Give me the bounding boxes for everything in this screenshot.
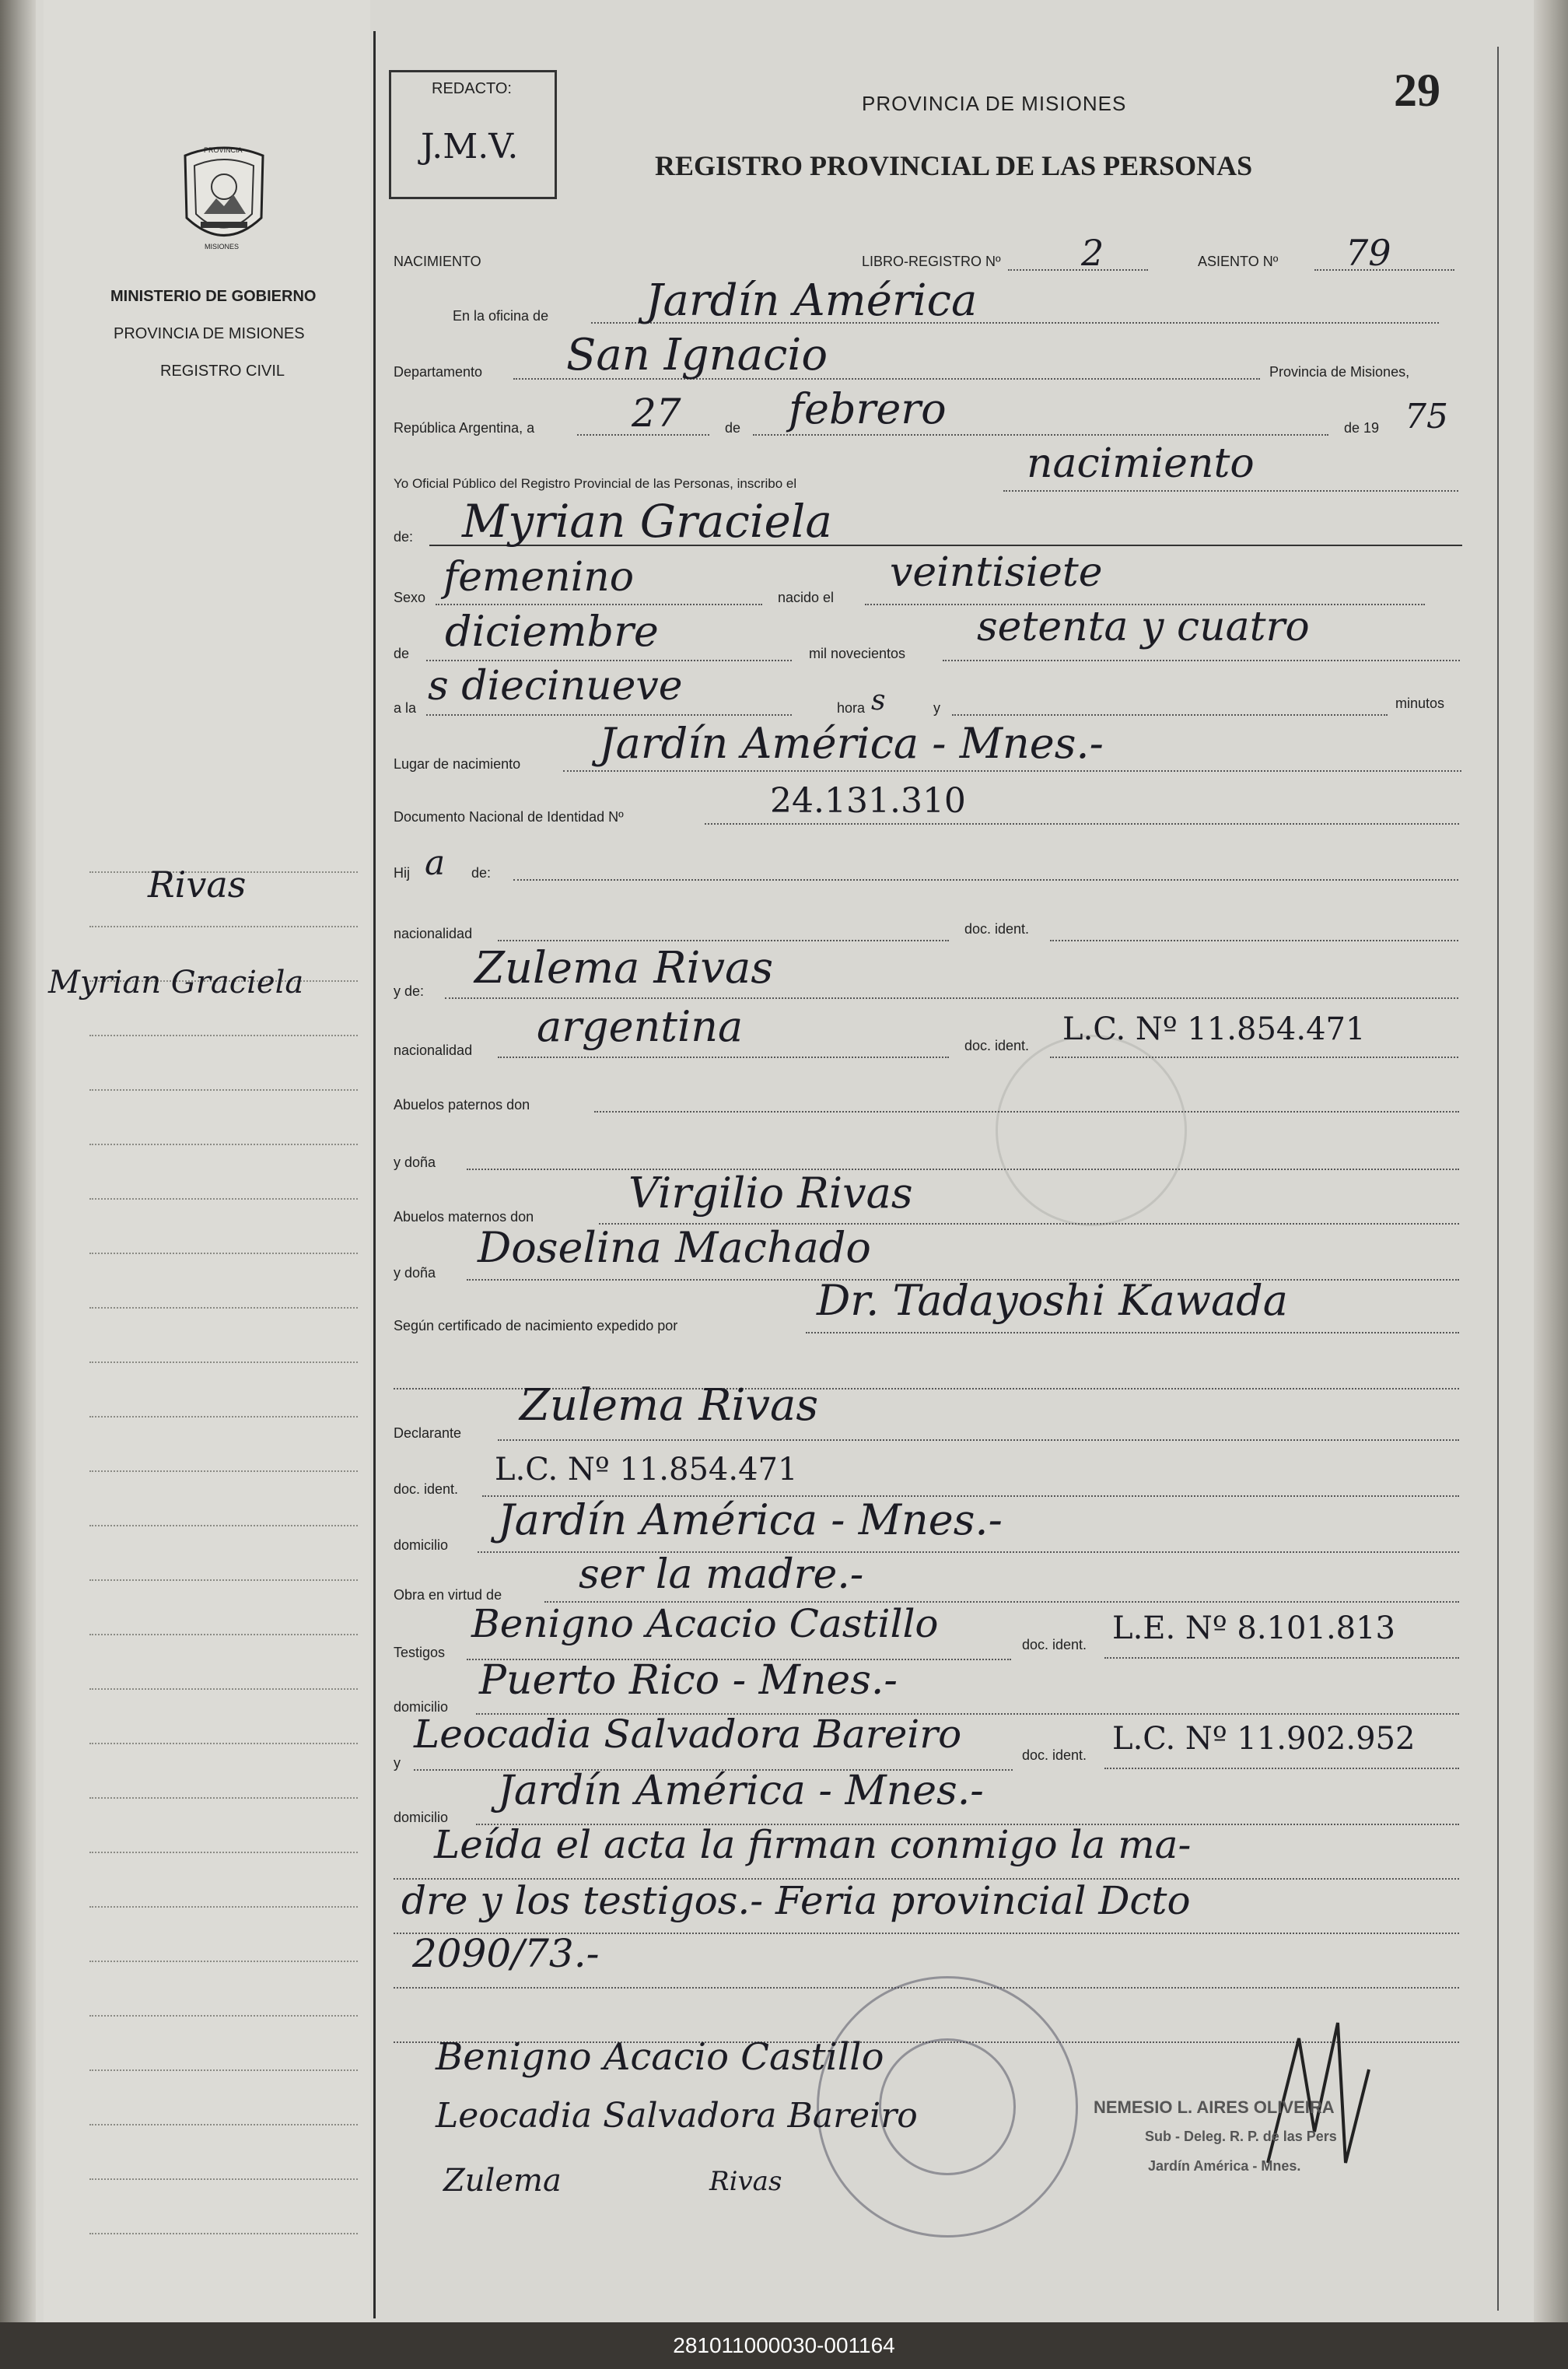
- de-name-label: de:: [394, 529, 414, 545]
- margin-given-names: Myrian Graciela: [48, 965, 304, 1001]
- ministry-province-label: PROVINCIA DE MISIONES: [114, 325, 305, 342]
- page-edge: [1534, 0, 1568, 2322]
- margin-ruled-line: [89, 1198, 358, 1200]
- witness2-doc-line: [1104, 1768, 1459, 1769]
- drafted-value: J.M.V.: [421, 127, 519, 166]
- notes-line2: dre y los testigos.- Feria provincial Dcto: [401, 1878, 1191, 1923]
- sex-line: [436, 604, 762, 605]
- margin-ruled-line: [89, 1634, 358, 1635]
- hour-words: s diecinueve: [428, 663, 683, 710]
- margin-ruled-line: [89, 1743, 358, 1744]
- margin-ruled-line: [89, 2069, 358, 2071]
- witness1-dom: Puerto Rico - Mnes.-: [479, 1657, 898, 1704]
- margin-ruled-line: [89, 1961, 358, 1962]
- left-margin-panel: [44, 0, 370, 2322]
- registry-title: REGISTRO PROVINCIAL DE LAS PERSONAS: [655, 150, 1253, 181]
- witness1-doc-line: [1104, 1657, 1459, 1659]
- department-label: Departamento: [394, 364, 483, 380]
- witness1-doc-label: doc. ident.: [1022, 1637, 1087, 1652]
- margin-ruled-line: [89, 2124, 358, 2125]
- birthplace-line: [563, 770, 1461, 772]
- acting-label: Obra en virtud de: [394, 1587, 502, 1603]
- born-label: nacido el: [778, 590, 835, 605]
- cert-value: Dr. Tadayoshi Kawada: [817, 1276, 1288, 1325]
- hour-line: [426, 714, 792, 716]
- right-border: [1497, 47, 1499, 2311]
- signature-mother-a: Zulema: [443, 2163, 562, 2199]
- doc-ident2-label: doc. ident.: [964, 1038, 1030, 1053]
- dni-line: [705, 823, 1459, 825]
- witness2-doc: L.C. Nº 11.902.952: [1112, 1721, 1416, 1757]
- inscribo-label: Yo Oficial Público del Registro Provincial de las Personas, inscribo el: [394, 476, 797, 491]
- margin-ruled-line: [89, 1035, 358, 1036]
- dni-label: Documento Nacional de Identidad Nº: [394, 809, 624, 825]
- margin-ruled-line: [89, 926, 358, 927]
- cert-line: [806, 1332, 1459, 1333]
- cert-label: Según certificado de nacimiento expedido por: [394, 1318, 678, 1333]
- province-header: PROVINCIA DE MISIONES: [862, 92, 1127, 115]
- margin-ruled-line: [89, 1688, 358, 1690]
- minutes-line: [952, 714, 1388, 716]
- declarant-line: [498, 1439, 1459, 1441]
- declarant-value: Zulema Rivas: [520, 1380, 819, 1431]
- declarant-doc-value: L.C. Nº 11.854.471: [495, 1452, 798, 1488]
- witness2-y: y: [394, 1755, 401, 1771]
- birthplace-label: Lugar de nacimiento: [394, 756, 521, 772]
- margin-ruled-line: [89, 2178, 358, 2180]
- office-label: En la oficina de: [453, 308, 549, 324]
- pat-grandmother-line: [467, 1169, 1459, 1170]
- child-of-de: de:: [471, 865, 492, 881]
- witness2-doc-label: doc. ident.: [1022, 1747, 1087, 1763]
- office-value: Jardín América: [646, 275, 978, 326]
- sex-label: Sexo: [394, 590, 426, 605]
- hours-label: hora: [837, 700, 866, 716]
- ministry-label: MINISTERIO DE GOBIERNO: [110, 288, 317, 305]
- coat-of-arms-icon: [177, 144, 271, 253]
- mother-line: [445, 997, 1458, 999]
- margin-ruled-line: [89, 1144, 358, 1145]
- inscribo-value: nacimiento: [1027, 440, 1255, 487]
- signature-witness1: Benigno Acacio Castillo: [436, 2035, 884, 2079]
- book-line: [1008, 269, 1148, 271]
- margin-ruled-line: [89, 1089, 358, 1091]
- officer-stamp-line3: Jardín América - Mnes.: [1148, 2158, 1301, 2174]
- margin-ruled-line: [89, 1797, 358, 1799]
- domicile-label: domicilio: [394, 1537, 449, 1553]
- mother-nationality: argentina: [537, 1002, 744, 1051]
- child-of-suffix: a: [425, 843, 446, 883]
- born-month-line: [426, 660, 792, 661]
- officer-stamp-line1: NEMESIO L. AIRES OLIVEIRA: [1094, 2097, 1335, 2117]
- book-label: LIBRO-REGISTRO Nº: [862, 254, 1001, 269]
- y-label: y: [933, 700, 940, 716]
- department-value: San Ignacio: [566, 330, 828, 380]
- margin-ruled-line: [89, 1579, 358, 1581]
- year-label: de 19: [1344, 420, 1380, 436]
- mother-doc: L.C. Nº 11.854.471: [1062, 1011, 1366, 1047]
- inscribo-line: [1003, 490, 1458, 492]
- born-month-value: diciembre: [445, 607, 659, 656]
- hours-suffix: s: [871, 685, 886, 717]
- mat-grandfather: Virgilio Rivas: [628, 1169, 913, 1218]
- drafted-label: REDACTO:: [432, 80, 512, 97]
- declarant-doc-label: doc. ident.: [394, 1481, 459, 1497]
- witness2-dom: Jardín América - Mnes.-: [498, 1768, 984, 1814]
- margin-divider: [373, 31, 376, 2318]
- margin-ruled-line: [89, 1307, 358, 1309]
- margin-surname: Rivas: [148, 864, 247, 906]
- witnesses-label: Testigos: [394, 1645, 446, 1660]
- at-label: a la: [394, 700, 417, 716]
- entry-label: ASIENTO Nº: [1198, 254, 1279, 269]
- civil-registry-label: REGISTRO CIVIL: [160, 363, 285, 380]
- witness2-name: Leocadia Salvadora Bareiro: [414, 1712, 962, 1757]
- father-line: [513, 879, 1458, 881]
- and-of-label: y de:: [394, 983, 425, 999]
- nationality1-label: nacionalidad: [394, 926, 473, 941]
- de2-label: de: [394, 646, 410, 661]
- province-suffix-label: Provincia de Misiones,: [1269, 364, 1410, 380]
- book-value: 2: [1081, 232, 1104, 274]
- domicile-value: Jardín América - Mnes.-: [498, 1495, 1003, 1544]
- witness1-doc: L.E. Nº 8.101.813: [1112, 1610, 1396, 1646]
- margin-ruled-line: [89, 1525, 358, 1526]
- page-number: 29: [1394, 65, 1440, 116]
- born-year-line: [943, 660, 1460, 661]
- notes-line1: Leída el acta la firman conmigo la ma-: [434, 1822, 1192, 1867]
- nationality2-label: nacionalidad: [394, 1043, 473, 1058]
- margin-ruled-line: [89, 1906, 358, 1908]
- record-type-label: NACIMIENTO: [394, 254, 481, 269]
- child-of-label: Hij: [394, 865, 410, 881]
- witness2-dom-label: domicilio: [394, 1810, 449, 1825]
- margin-ruled-line: [89, 1852, 358, 1853]
- emblem-bottom-text: MISIONES: [205, 243, 240, 251]
- pat-grandparents-label: Abuelos paternos don: [394, 1097, 530, 1113]
- minutes-label: minutos: [1395, 696, 1445, 711]
- thousand-label: mil novecientos: [809, 646, 906, 661]
- pat-dona-label: y doña: [394, 1155, 436, 1170]
- year-value: 75: [1405, 397, 1448, 436]
- child-name: Myrian Graciela: [462, 495, 832, 548]
- footer-reference: 281011000030-001164: [0, 2322, 1568, 2369]
- mat-grandmother: Doselina Machado: [478, 1223, 871, 1272]
- margin-ruled-line: [89, 1470, 358, 1472]
- mother-name: Zulema Rivas: [474, 943, 774, 994]
- nationality2-line: [498, 1057, 949, 1058]
- emblem-top-text: PROVINCIA: [204, 146, 243, 154]
- month-value: febrero: [789, 384, 947, 433]
- doc1-line: [1050, 940, 1458, 941]
- signature-witness2: Leocadia Salvadora Bareiro: [436, 2096, 918, 2136]
- birthplace-value: Jardín América - Mnes.-: [599, 719, 1104, 768]
- doc-ident1-label: doc. ident.: [964, 921, 1030, 937]
- mat-dona-label: y doña: [394, 1265, 436, 1281]
- margin-ruled-line: [89, 1416, 358, 1418]
- de-label: de: [725, 420, 741, 436]
- acting-value: ser la madre.-: [579, 1551, 864, 1598]
- witness1-name: Benigno Acacio Castillo: [471, 1601, 939, 1646]
- officer-stamp-line2: Sub - Deleg. R. P. de las Pers: [1145, 2129, 1337, 2144]
- margin-ruled-line: [89, 2233, 358, 2234]
- faint-seal: [996, 1035, 1187, 1226]
- witness1-dom-label: domicilio: [394, 1699, 449, 1715]
- margin-ruled-line: [89, 2015, 358, 2017]
- born-year-words: setenta y cuatro: [977, 604, 1310, 650]
- mat-grandparents-label: Abuelos maternos don: [394, 1209, 534, 1225]
- republic-label: República Argentina, a: [394, 420, 535, 436]
- entry-value: 79: [1346, 232, 1391, 274]
- drafted-box: [389, 70, 557, 199]
- book-binding: [0, 0, 36, 2322]
- margin-ruled-line: [89, 1253, 358, 1254]
- sex-value: femenino: [443, 554, 635, 601]
- dni-value: 24.131.310: [770, 781, 966, 821]
- signature-mother-b: Rivas: [709, 2166, 782, 2197]
- notes-line3: 2090/73.-: [412, 1931, 600, 1976]
- month-line: [753, 434, 1328, 436]
- margin-ruled-line: [89, 1361, 358, 1363]
- born-day-words: veintisiete: [890, 549, 1103, 596]
- declarant-label: Declarante: [394, 1425, 462, 1441]
- nationality1-line: [498, 940, 949, 941]
- day-value: 27: [632, 391, 681, 436]
